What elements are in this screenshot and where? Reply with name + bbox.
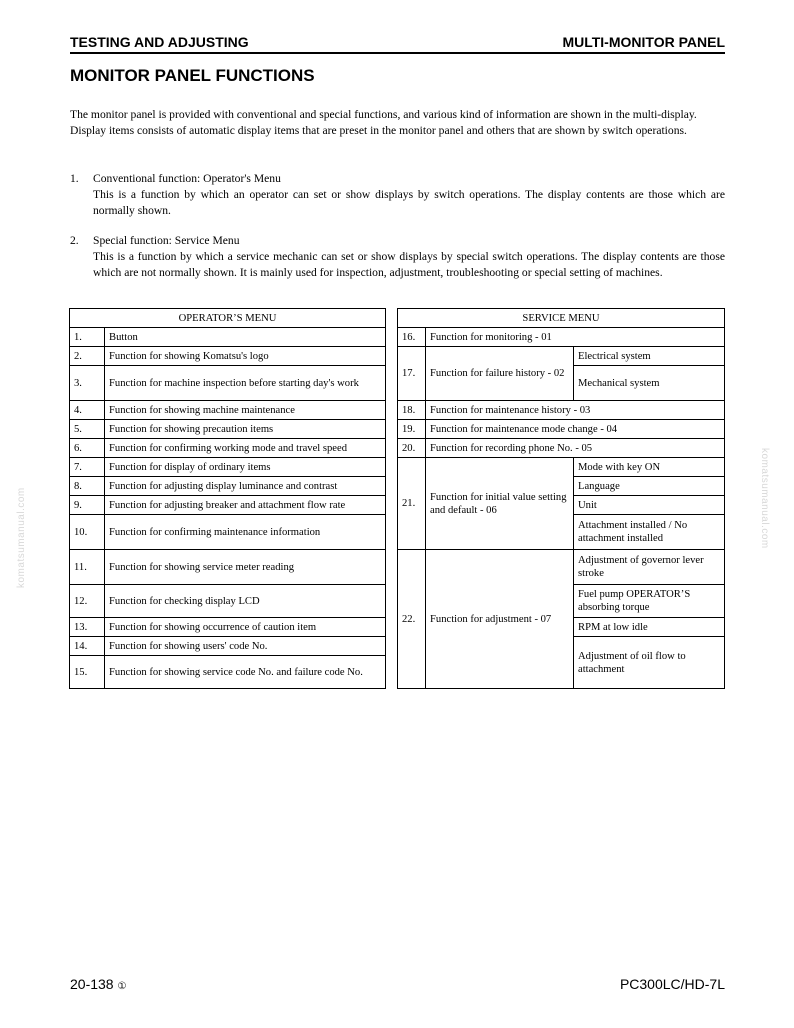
service-menu-title: SERVICE MENU	[398, 309, 725, 328]
page-number	[70, 976, 126, 992]
header-chapter-title: MULTI-MONITOR PANEL	[562, 34, 725, 50]
table-row	[70, 347, 386, 366]
row-sub-item: Fuel pump OPERATOR’S absorbing torque	[574, 585, 725, 618]
row-number: 11.	[70, 550, 105, 585]
page-number-text: 20-138	[70, 976, 114, 992]
table-row	[398, 420, 725, 439]
row-number: 7.	[70, 458, 105, 477]
list-item-text: This is a function by which a service mechanic can set or show displays by special switch operations. The display contents are those which are not normally shown. It is mainly used for inspection, adjustment, troubleshooting or special setting of machines.	[93, 250, 725, 279]
watermark-left	[16, 448, 30, 598]
row-function: Function for adjusting display luminance and contrast	[105, 477, 386, 496]
table-row	[70, 477, 386, 496]
table-row	[70, 328, 386, 347]
row-function: Function for showing occurrence of caution item	[105, 618, 386, 637]
watermark-right	[758, 448, 772, 598]
row-function: Function for failure history - 02	[426, 347, 574, 401]
watermark-text: komatsumanual.com	[759, 448, 770, 549]
row-function: Function for machine inspection before starting day's work	[105, 366, 386, 401]
row-number: 18.	[398, 401, 426, 420]
row-function: Function for adjustment - 07	[426, 550, 574, 689]
table-row	[70, 458, 386, 477]
table-row	[70, 656, 386, 689]
revision-mark: ①	[117, 981, 127, 992]
list-item-number: 1.	[70, 172, 79, 185]
table-row	[70, 515, 386, 550]
table-row	[70, 401, 386, 420]
row-function: Function for display of ordinary items	[105, 458, 386, 477]
row-sub-item: Electrical system	[574, 347, 725, 366]
row-function: Function for adjusting breaker and attachment flow rate	[105, 496, 386, 515]
row-sub-item: Language	[574, 477, 725, 496]
table-row	[70, 496, 386, 515]
operator-menu-table	[69, 308, 386, 689]
row-function: Function for initial value setting and default - 06	[426, 458, 574, 550]
row-sub-item: Attachment installed / No attachment installed	[574, 515, 725, 550]
table-row	[70, 366, 386, 401]
row-number: 4.	[70, 401, 105, 420]
row-function: Function for maintenance history - 03	[426, 401, 725, 420]
row-number: 15.	[70, 656, 105, 689]
row-number: 14.	[70, 637, 105, 656]
page-header	[70, 34, 725, 54]
row-sub-item: RPM at low idle	[574, 618, 725, 637]
row-number: 9.	[70, 496, 105, 515]
list-item-heading: Special function: Service Menu	[93, 234, 240, 247]
row-function: Function for monitoring - 01	[426, 328, 725, 347]
list-item-heading: Conventional function: Operator's Menu	[93, 172, 281, 185]
row-function: Function for showing service meter reading	[105, 550, 386, 585]
table-row	[70, 637, 386, 656]
row-number: 20.	[398, 439, 426, 458]
row-function: Function for confirming maintenance information	[105, 515, 386, 550]
row-function: Function for checking display LCD	[105, 585, 386, 618]
row-number: 10.	[70, 515, 105, 550]
row-function: Function for maintenance mode change - 04	[426, 420, 725, 439]
service-menu-table	[397, 308, 725, 689]
row-number: 21.	[398, 458, 426, 550]
table-row	[70, 585, 386, 618]
table-row	[398, 328, 725, 347]
row-number: 2.	[70, 347, 105, 366]
table-row	[70, 439, 386, 458]
row-number: 6.	[70, 439, 105, 458]
row-number: 3.	[70, 366, 105, 401]
row-number: 17.	[398, 347, 426, 401]
row-number: 19.	[398, 420, 426, 439]
row-number: 1.	[70, 328, 105, 347]
row-function: Function for showing Komatsu's logo	[105, 347, 386, 366]
row-number: 16.	[398, 328, 426, 347]
table-row	[70, 550, 386, 585]
page-title: MONITOR PANEL FUNCTIONS	[70, 66, 315, 85]
model-number: PC300LC/HD-7L	[619, 976, 725, 992]
table-row	[398, 550, 725, 585]
row-number: 13.	[70, 618, 105, 637]
table-row	[398, 401, 725, 420]
table-row	[70, 618, 386, 637]
table-row	[398, 347, 725, 366]
header-section-title: TESTING AND ADJUSTING	[70, 34, 249, 50]
row-sub-item: Mechanical system	[574, 366, 725, 401]
row-function: Function for showing machine maintenance	[105, 401, 386, 420]
watermark-text: komatsumanual.com	[16, 487, 27, 588]
table-row	[70, 420, 386, 439]
table-row	[398, 458, 725, 477]
row-function: Function for recording phone No. - 05	[426, 439, 725, 458]
operator-menu-title: OPERATOR’S MENU	[70, 309, 386, 328]
intro-paragraph: The monitor panel is provided with conventional and special functions, and various kind of information are shown in the multi-display. Display items consists of automatic display items that are preset in the monitor panel and others that are shown by switch operations.	[70, 108, 697, 137]
list-item-text: This is a function by which an operator can set or show displays by switch operations. The display contents are those which are normally shown.	[93, 188, 725, 217]
row-sub-item: Adjustment of oil flow to attachment	[574, 637, 725, 689]
list-item-number: 2.	[70, 234, 79, 247]
row-function: Button	[105, 328, 386, 347]
row-function: Function for showing users' code No.	[105, 637, 386, 656]
row-function: Function for showing precaution items	[105, 420, 386, 439]
row-number: 12.	[70, 585, 105, 618]
row-number: 5.	[70, 420, 105, 439]
row-number: 8.	[70, 477, 105, 496]
row-function: Function for showing service code No. and failure code No.	[105, 656, 386, 689]
row-sub-item: Unit	[574, 496, 725, 515]
row-function: Function for confirming working mode and travel speed	[105, 439, 386, 458]
row-sub-item: Adjustment of governor lever stroke	[574, 550, 725, 585]
row-number: 22.	[398, 550, 426, 689]
row-sub-item: Mode with key ON	[574, 458, 725, 477]
table-row	[398, 439, 725, 458]
